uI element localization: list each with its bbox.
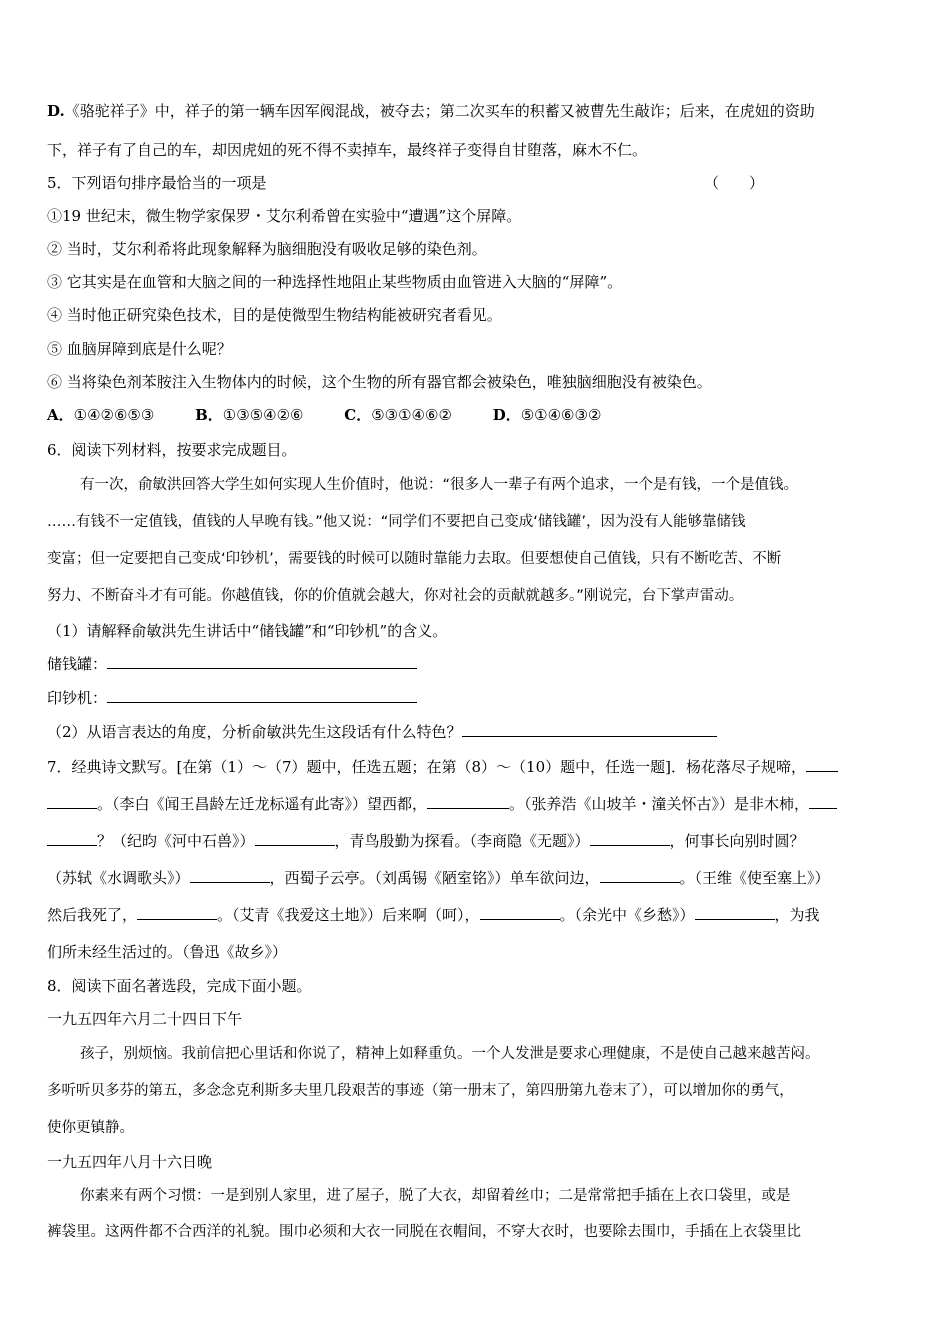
q4-option-d-text: 《骆驼祥子》中，祥子的第一辆车因军阀混战，被夺去；第二次买车的积蓄又被曹先生敲诈；后来，在虎妞的资助 bbox=[64, 102, 815, 120]
q6-chuqianguan-label: 储钱罐： bbox=[47, 655, 108, 673]
q5-stem-text: 5．下列语句排序最恰当的一项是 bbox=[47, 174, 267, 192]
q7-line5: 然后我死了， 。（艾青《我爱这土地》）后来啊（呵）， 。（余光中《乡愁》） ，为我 bbox=[47, 906, 820, 924]
q5-sentence-1: ①19 世纪末，微生物学家保罗・艾尔利希曾在实验中“遭遇”这个屏障。 bbox=[47, 207, 522, 225]
answer-blank[interactable] bbox=[462, 722, 717, 737]
answer-blank[interactable] bbox=[107, 654, 417, 669]
q5-option-d: D．⑤①④⑥③② bbox=[492, 406, 602, 424]
answer-blank[interactable] bbox=[137, 905, 217, 920]
answer-blank[interactable] bbox=[47, 794, 97, 809]
q6-yinchaoji-label: 印钞机： bbox=[47, 689, 108, 707]
q6-passage-line3: 变富；但一定要把自己变成‘印钞机’，需要钱的时候可以随时靠能力去取。但要想使自己值钱，只有不断吃苦、不断 bbox=[47, 551, 782, 567]
q8-letter1-line2: 多听听贝多芬的第五，多念念克利斯多夫里几段艰苦的事迹（第一册末了，第四册第九卷末了），可以增加你的勇气， bbox=[47, 1083, 794, 1099]
q5-sentence-5: ⑤ 血脑屏障到底是什么呢？ bbox=[47, 340, 232, 358]
q8-letter2-line2: 裤袋里。这两件都不合西洋的礼貌。围巾必须和大衣一同脱在衣帽间，不穿大衣时，也要除去围巾，手插在上衣袋里比 bbox=[47, 1224, 801, 1240]
q5-option-b: B．①③⑤④②⑥ bbox=[195, 406, 304, 424]
answer-blank[interactable] bbox=[107, 688, 417, 703]
q6-yinchaoji-row bbox=[47, 688, 907, 708]
answer-blank[interactable] bbox=[255, 831, 335, 846]
q4-option-d-line1 bbox=[47, 101, 907, 121]
answer-blank[interactable] bbox=[600, 868, 680, 883]
answer-blank[interactable] bbox=[190, 868, 270, 883]
q8-date-1: 一九五四年六月二十四日下午 bbox=[47, 1010, 243, 1028]
q7-line3: ？（纪昀《河中石兽》） ，青鸟殷勤为探看。（李商隐《无题》） ，何事长向别时圆？ bbox=[47, 831, 907, 851]
q6-sub-question-2-text: （2）从语言表达的角度，分析俞敏洪先生这段话有什么特色？ bbox=[47, 723, 462, 741]
q7-line4: （苏轼《水调歌头》） ，西蜀子云亭。（刘禹锡《陋室铭》）单车欲问边， 。（王维《使至塞上》） bbox=[47, 869, 830, 887]
q7-line1 bbox=[47, 757, 907, 777]
q7-line6: 们所未经生活过的。（鲁迅《故乡》） bbox=[47, 943, 288, 961]
q5-option-c: C．⑤③①④⑥② bbox=[344, 406, 452, 424]
answer-blank[interactable] bbox=[427, 794, 509, 809]
answer-blank[interactable] bbox=[590, 831, 670, 846]
answer-blank[interactable] bbox=[47, 831, 97, 846]
q7-line2: 。（李白《闻王昌龄左迁龙标遥有此寄》）望西都， 。（张养浩《山坡羊・潼关怀古》）是非木柿， bbox=[47, 794, 907, 814]
q4-option-d-label: D. bbox=[47, 102, 65, 120]
answer-blank[interactable] bbox=[809, 794, 837, 809]
q5-sentence-3: ③ 它其实是在血管和大脑之间的一种选择性地阻止某些物质由血管进入大脑的“屏障”。 bbox=[47, 273, 623, 291]
q8-date-2: 一九五四年八月十六日晚 bbox=[47, 1153, 213, 1171]
q5-options bbox=[47, 405, 907, 425]
q5-sentence-2: ② 当时，艾尔利希将此现象解释为脑细胞没有吸收足够的染色剂。 bbox=[47, 240, 487, 258]
q6-sub-question-2 bbox=[47, 722, 907, 742]
answer-blank[interactable] bbox=[695, 905, 775, 920]
q8-letter1-line3: 使你更镇静。 bbox=[47, 1120, 134, 1136]
q8-letter1-line1: 孩子，别烦恼。我前信把心里话和你说了，精神上如释重负。一个人发泄是要求心理健康，不是使自己越来越苦闷。 bbox=[80, 1046, 820, 1062]
q8-stem: 8．阅读下面名著选段，完成下面小题。 bbox=[47, 977, 312, 995]
answer-paren: （ ） bbox=[704, 174, 765, 192]
q5-sentence-4: ④ 当时他正研究染色技术，目的是使微型生物结构能被研究者看见。 bbox=[47, 306, 502, 324]
q5-sentence-6: ⑥ 当将染色剂苯胺注入生物体内的时候，这个生物的所有器官都会被染色，唯独脑细胞没有被染色。 bbox=[47, 373, 712, 391]
q6-passage-line1: 有一次，俞敏洪回答大学生如何实现人生价值时，他说：“很多人一辈子有两个追求，一个是有钱，一个是值钱。 bbox=[80, 477, 799, 493]
q5-option-a: A．①④②⑥⑤③ bbox=[47, 406, 155, 424]
q6-sub-question-1: （1）请解释俞敏洪先生讲话中“储钱罐”和“印钞机”的含义。 bbox=[47, 622, 448, 640]
answer-blank[interactable] bbox=[480, 905, 560, 920]
q4-option-d-line2: 下，祥子有了自己的车，却因虎妞的死不得不卖掉车，最终祥子变得自甘堕落，麻木不仁。 bbox=[47, 141, 648, 159]
q6-stem: 6．阅读下列材料，按要求完成题目。 bbox=[47, 441, 297, 459]
q8-letter2-line1: 你素来有两个习惯：一是到别人家里，进了屋子，脱了大衣，却留着丝巾；二是常常把手插在上衣口袋里，或是 bbox=[80, 1188, 791, 1204]
q6-passage-line2: ……有钱不一定值钱，值钱的人早晚有钱。”他又说：“同学们不要把自己变成‘储钱罐’，因为没有人能够靠储钱 bbox=[47, 514, 746, 530]
answer-blank[interactable] bbox=[806, 757, 838, 772]
q6-chuqianguan-row bbox=[47, 654, 907, 674]
q5-stem bbox=[47, 173, 907, 193]
q7-line1-text: 7．经典诗文默写。[在第（1）～（7）题中，任选五题；在第（8）～（10）题中，任选一题]．杨花落尽子规啼， bbox=[47, 758, 806, 776]
q6-passage-line4: 努力、不断奋斗才有可能。你越值钱，你的价值就会越大，你对社会的贡献就越多。”刚说完，台下掌声雷动。 bbox=[47, 588, 744, 604]
